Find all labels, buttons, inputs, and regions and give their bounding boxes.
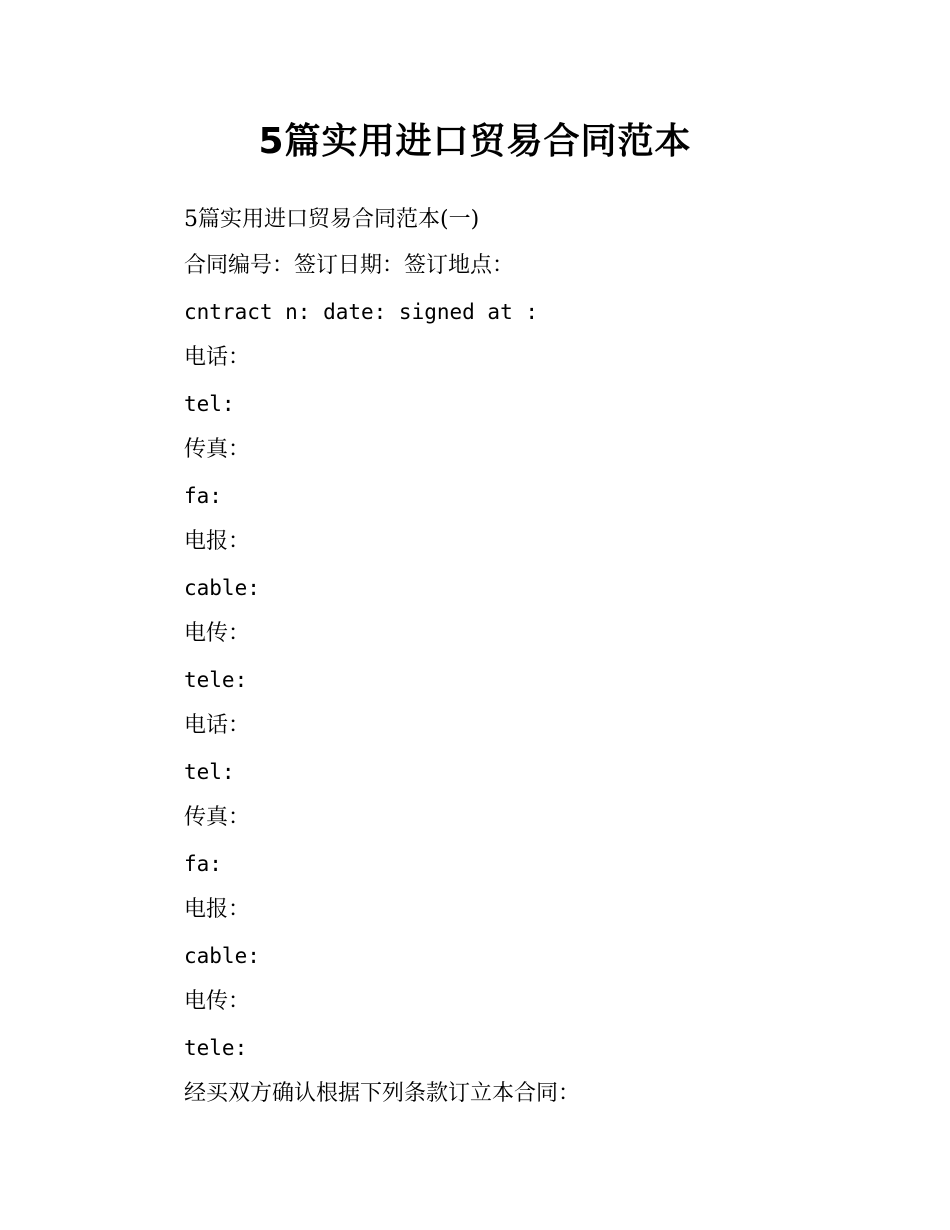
fax-label: 传真： — [184, 437, 251, 462]
fax-label: 传真： — [184, 805, 251, 830]
cable-label-en: cable: — [184, 576, 260, 600]
section-heading: 5篇实用进口贸易合同范本(一) — [184, 207, 480, 232]
contract-info-line: 合同编号：签订日期：签订地点： — [184, 253, 515, 278]
fax-label-en: fa: — [184, 852, 222, 876]
cable-label: 电报： — [184, 529, 251, 554]
document-body — [184, 197, 804, 1117]
telex-label: 电传： — [184, 621, 251, 646]
cable-label-en: cable: — [184, 944, 260, 968]
contract-info-line-en: cntract n: date: signed at : — [184, 300, 539, 324]
document-title: 5篇实用进口贸易合同范本 — [258, 121, 692, 162]
telex-label: 电传： — [184, 989, 251, 1014]
agreement-statement: 经买双方确认根据下列条款订立本合同： — [184, 1081, 581, 1106]
cable-label: 电报： — [184, 897, 251, 922]
tel-label: tel: — [184, 392, 235, 416]
telex-label-en: tele: — [184, 1036, 248, 1060]
telex-label-en: tele: — [184, 668, 248, 692]
fax-label-en: fa: — [184, 484, 222, 508]
phone-label: 电话： — [184, 345, 251, 370]
tel-label: tel: — [184, 760, 235, 784]
phone-label: 电话： — [184, 713, 251, 738]
